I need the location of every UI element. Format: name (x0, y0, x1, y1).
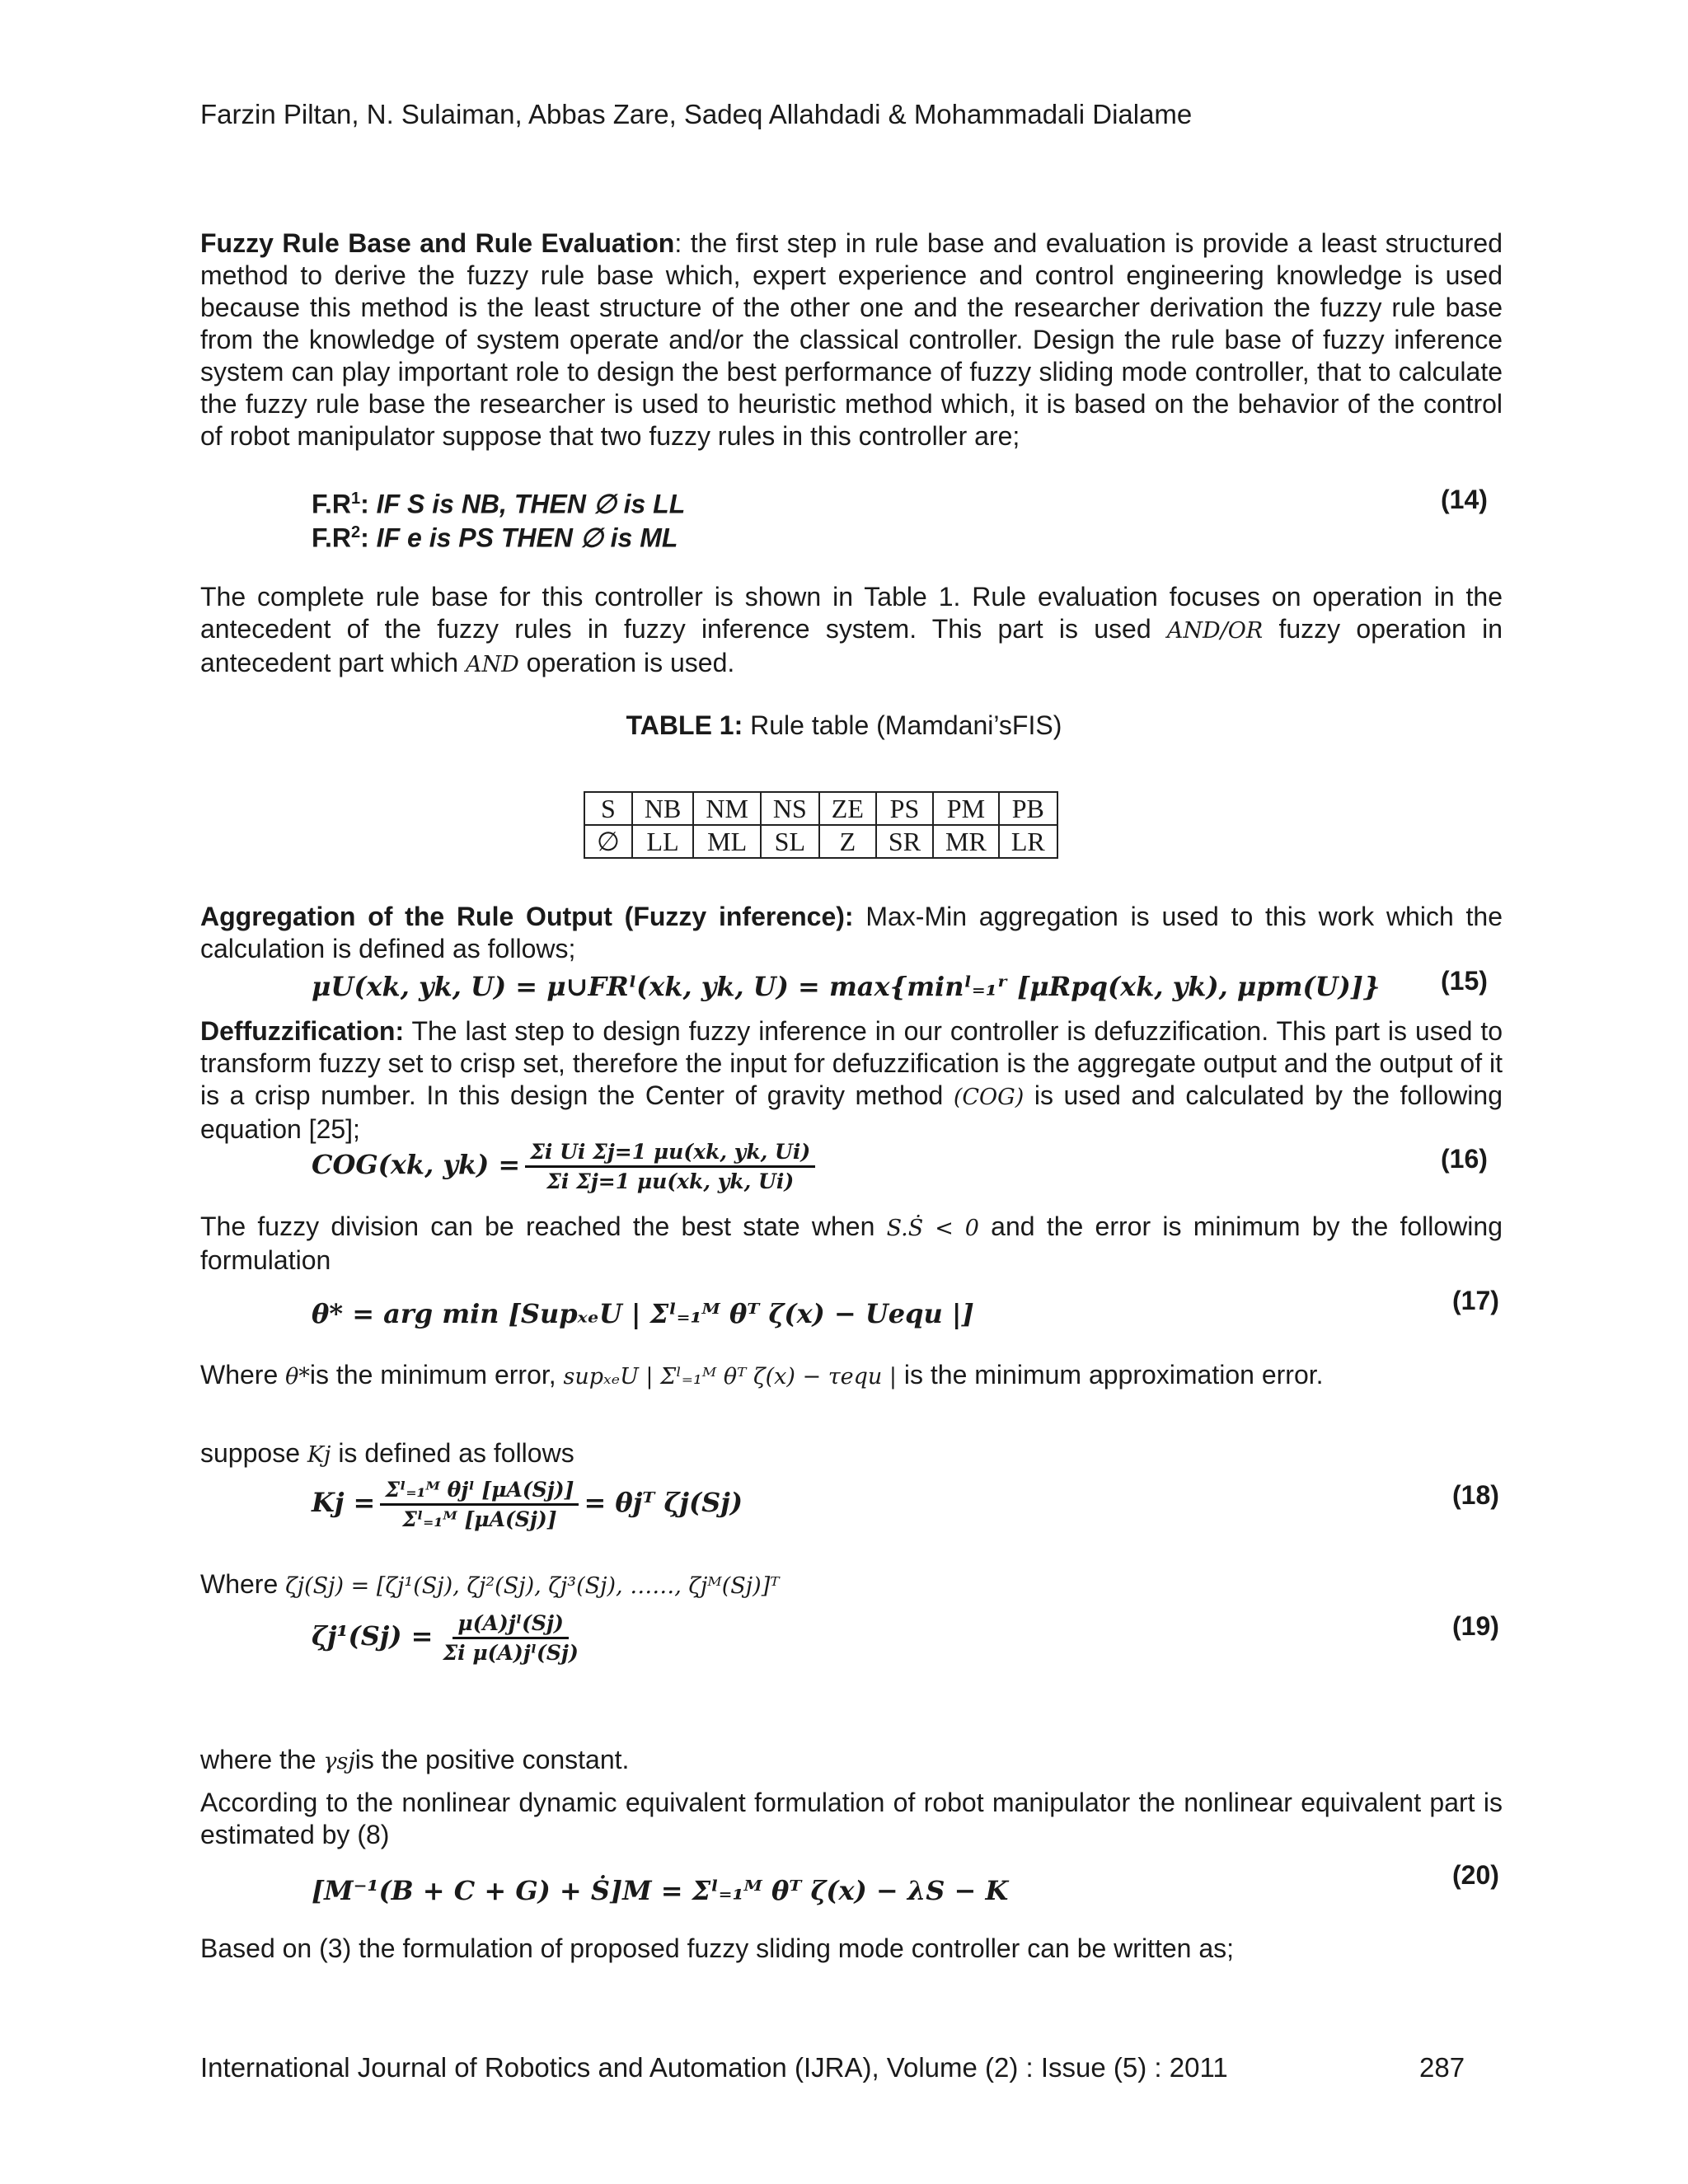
table-cell: NM (693, 792, 761, 825)
table-cell: PS (876, 792, 933, 825)
journal-footer: International Journal of Robotics and Automation (IJRA), Volume (2) : Issue (5) : 2011 (200, 2052, 1228, 2083)
where-zeta-text: Where (200, 1569, 286, 1599)
equation-18 (312, 1478, 743, 1531)
rule-base-text: : the first step in rule base and evaluation is provide a least structured method to derive the fuzzy rule base which, expert experience and control engineering knowledge is used because this method is the least structure of the other one and the researcher derivation the fuzzy rule base from the knowledge of system operate and/or the classical controller. Design the rule base of fuzzy inference system can play important role to design the best performance of fuzzy sliding mode controller, that to calculate the fuzzy rule base the researcher is used to heuristic method which, it is based on the behavior of the control of robot manipulator suppose that two fuzzy rules in this controller are; (200, 228, 1503, 451)
equation-20: [M⁻¹(B + C + G) + Ṡ]M = Σˡ₌₁ᴹ θᵀ ζ(x) − λS − K (312, 1875, 1009, 1906)
equation-15: μU(xk, yk, U) = μ∪FRˡ(xk, yk, U) = max{minˡ₌₁ʳ [μRpq(xk, yk), μpm(U)]} (312, 971, 1381, 1002)
where-zeta (200, 1568, 780, 1602)
rule1-sup: 1 (351, 490, 361, 508)
aggregation-text: Max-Min aggregation is used to this work which the calculation is defined as follows; (200, 902, 1503, 963)
table-cell: S (584, 792, 632, 825)
complete-text-2: fuzzy operation in antecedent part which (200, 614, 1503, 677)
table-cell: PB (999, 792, 1057, 825)
division-text-1: The fuzzy division can be reached the best state when (200, 1212, 887, 1241)
cog-symbol: (COG) (953, 1085, 1025, 1110)
rule1-prefix: F.R (312, 489, 351, 519)
eq16-lhs: COG(xk, yk) = (312, 1149, 521, 1180)
gamma-text-1: where the (200, 1745, 324, 1774)
fuzzy-rule-1: $F.R^1$: IF S is NB, THEN ∅ is LL (312, 489, 686, 519)
theta-symbol: θ* (285, 1364, 310, 1390)
where-text-1: Where (200, 1360, 286, 1390)
table-cell: Z (819, 825, 876, 858)
eq18-denominator: Σˡ₌₁ᴹ [μA(Sj)] (402, 1507, 557, 1531)
table-cell: SR (876, 825, 933, 858)
table-cell: LR (999, 825, 1057, 858)
paragraph-nonlinear: According to the nonlinear dynamic equivalent formulation of robot manipulator the nonlinear equivalent part is estimated by (8) (200, 1788, 1503, 1849)
table-row (584, 792, 1057, 825)
eq18-fraction (380, 1478, 579, 1531)
equation-19 (312, 1611, 588, 1665)
table-cell: NS (761, 792, 819, 825)
paragraph-complete-rule-base (200, 581, 1503, 681)
table-cell: LL (632, 825, 693, 858)
equation-number-17: (17) (1452, 1286, 1499, 1315)
eq19-fraction (438, 1611, 583, 1665)
fuzzy-rule-2: $F.R^2$: IF e is PS THEN ∅ is ML (312, 523, 678, 553)
kj-text-1: suppose (200, 1438, 307, 1468)
division-text-2: and the error is minimum by the following formulation (200, 1212, 1503, 1275)
paragraph-defuzzification (200, 1015, 1503, 1146)
equation-17: θ* = arg min [SupₓₑU | Σˡ₌₁ᴹ θᵀ ζ(x) − Uequ |] (312, 1298, 974, 1329)
table-row (584, 825, 1057, 858)
paragraph-aggregation (200, 901, 1503, 965)
table-cell: NB (632, 792, 693, 825)
rule2-sup: 2 (351, 523, 361, 541)
table-cell: SL (761, 825, 819, 858)
eq19-denominator: Σi μ(A)jˡ(Sj) (443, 1641, 579, 1665)
complete-text-3: operation is used. (518, 648, 735, 677)
eq19-lhs: ζj¹(Sj) = (312, 1620, 434, 1652)
division-condition: S.Ṡ < 0 (886, 1216, 979, 1241)
eq18-rhs: = θjᵀ ζj(Sj) (584, 1487, 743, 1518)
rule2-prefix: F.R (312, 523, 351, 553)
eq18-numerator: Σˡ₌₁ᴹ θjˡ [μA(Sj)] (380, 1478, 579, 1506)
equation-number-16: (16) (1441, 1144, 1488, 1174)
eq19-numerator: μ(A)jˡ(Sj) (452, 1611, 568, 1639)
where-text-3: is the minimum approximation error. (897, 1360, 1324, 1390)
eq16-numerator: Σi Ui Σj=1 μu(xk, yk, Ui) (525, 1140, 815, 1168)
eq18-lhs: Kj = (312, 1487, 376, 1518)
paragraph-rule-base (200, 227, 1503, 452)
equation-number-14: (14) (1441, 485, 1488, 514)
section-heading-defuzz: Deffuzzification: (200, 1016, 405, 1046)
zeta-expression: ζj(Sj) = [ζj¹(Sj), ζj²(Sj), ζj³(Sj), ……, ζjᴹ(Sj)]ᵀ (285, 1573, 780, 1599)
equation-16 (312, 1140, 820, 1193)
equation-number-15: (15) (1441, 966, 1488, 996)
suppose-kj (200, 1437, 574, 1471)
where-min-error (200, 1359, 1324, 1393)
rule1-body: IF S is NB, THEN ∅ is LL (376, 489, 686, 519)
kj-symbol: Kj (307, 1442, 331, 1468)
complete-text-1: The complete rule base for this controller is shown in Table 1. Rule evaluation focuses on operation in the antecedent of the fuzzy rules in fuzzy inference system. This part is used (200, 582, 1503, 644)
defuzz-text-1: The last step to design fuzzy inference in our controller is defuzzification. This part is used to transform fuzzy set to crisp set, therefore the input for defuzzification is the aggregate output and the output of it is a crisp number. In this design the Center of gravity method (200, 1016, 1503, 1110)
equation-number-19: (19) (1452, 1611, 1499, 1641)
page-number: 287 (1419, 2052, 1465, 2083)
rule-table (584, 791, 1058, 859)
table-cell: ML (693, 825, 761, 858)
table-cell: PM (933, 792, 999, 825)
table-caption (0, 710, 1688, 741)
and-or-symbol: AND/OR (1166, 618, 1264, 644)
gamma-text-2: is the positive constant. (354, 1745, 630, 1774)
running-header: Farzin Piltan, N. Sulaiman, Abbas Zare, Sadeq Allahdadi & Mohammadali Dialame (200, 99, 1193, 129)
eq16-denominator: Σi Σj=1 μu(xk, yk, Ui) (546, 1169, 795, 1193)
section-heading-rule-base: Fuzzy Rule Base and Rule Evaluation (200, 228, 675, 258)
rule2-body: IF e is PS THEN ∅ is ML (376, 523, 678, 553)
paragraph-closing: Based on (3) the formulation of proposed fuzzy sliding mode controller can be written as; (200, 1933, 1234, 1963)
table-caption-text: Rule table (Mamdani’sFIS) (743, 710, 1062, 740)
table-cell: ∅ (584, 825, 632, 858)
kj-text-2: is defined as follows (331, 1438, 574, 1468)
table-caption-label: TABLE 1: (626, 710, 743, 740)
gamma-symbol: γsj (323, 1749, 355, 1774)
eq16-fraction (525, 1140, 815, 1193)
paragraph-fuzzy-division (200, 1211, 1503, 1277)
equation-number-20: (20) (1452, 1860, 1499, 1890)
where-text-2: is the minimum error, (309, 1360, 564, 1390)
defuzz-text-2: is used and calculated by the following equation [25]; (200, 1080, 1503, 1144)
table-cell: ZE (819, 792, 876, 825)
table-cell: MR (933, 825, 999, 858)
sup-expression: supₓₑU | Σˡ₌₁ᴹ θᵀ ζ(x) − τequ | (563, 1364, 897, 1390)
section-heading-aggregation: Aggregation of the Rule Output (Fuzzy inference): (200, 902, 854, 931)
where-gamma (200, 1744, 629, 1778)
and-symbol: AND (465, 652, 519, 677)
equation-number-18: (18) (1452, 1480, 1499, 1510)
